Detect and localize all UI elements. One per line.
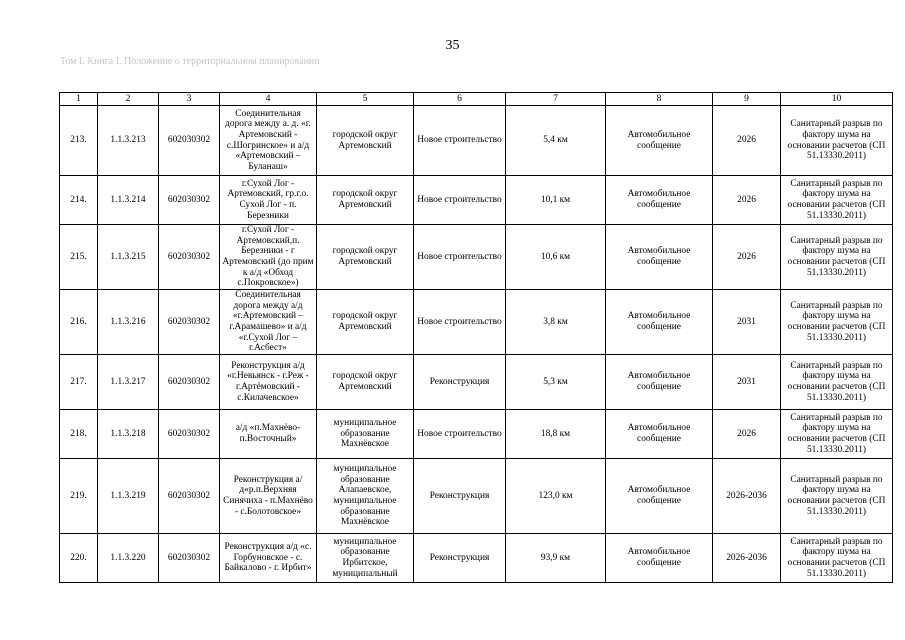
object-name: Соединительная дорога между а/д «г.Артемовский – г.Арамашево» и а/д «г.Сухой Лог – г.Асбест» xyxy=(220,290,317,355)
object-name: а/д «п.Махнёво-п.Восточный» xyxy=(220,410,317,459)
table-row xyxy=(60,225,893,290)
municipality: муниципальное образование Алапаевское, муниципальное образование Махнёвское xyxy=(317,459,414,534)
period: 2026 xyxy=(713,225,781,290)
object-code: 1.1.3.218 xyxy=(98,410,159,459)
object-name: Реконструкция а/д «г.Невьянск - г.Реж - г.Артёмовский - с.Килачевское» xyxy=(220,355,317,410)
object-code: 1.1.3.217 xyxy=(98,355,159,410)
status: Новое строительство xyxy=(414,290,506,355)
column-header: 4 xyxy=(220,93,317,106)
object-code: 1.1.3.219 xyxy=(98,459,159,534)
column-header: 1 xyxy=(60,93,98,106)
row-number: 217. xyxy=(60,355,98,410)
purpose: Автомобильное сообщение xyxy=(606,176,713,225)
object-code: 1.1.3.216 xyxy=(98,290,159,355)
oktmo-code: 602030302 xyxy=(159,355,220,410)
status: Реконструкция xyxy=(414,534,506,583)
municipality: городской округ Артемовский xyxy=(317,355,414,410)
row-number: 219. xyxy=(60,459,98,534)
column-header: 5 xyxy=(317,93,414,106)
period: 2026 xyxy=(713,176,781,225)
oktmo-code: 602030302 xyxy=(159,176,220,225)
table-row xyxy=(60,355,893,410)
length: 5,4 км xyxy=(506,106,606,176)
table-row xyxy=(60,534,893,583)
object-code: 1.1.3.220 xyxy=(98,534,159,583)
row-number: 216. xyxy=(60,290,98,355)
object-name: Реконструкция а/д«р.п.Верхняя Синячиха - п.Махнёво - с.Болотовское» xyxy=(220,459,317,534)
table-row xyxy=(60,410,893,459)
object-code: 1.1.3.214 xyxy=(98,176,159,225)
protection-zone: Санитарный разрыв по фактору шума на основании расчетов (СП 51.13330.2011) xyxy=(781,106,893,176)
status: Реконструкция xyxy=(414,459,506,534)
purpose: Автомобильное сообщение xyxy=(606,290,713,355)
municipality: городской округ Артемовский xyxy=(317,225,414,290)
municipality: муниципальное образование Ирбитское, муниципальный xyxy=(317,534,414,583)
protection-zone: Санитарный разрыв по фактору шума на основании расчетов (СП 51.13330.2011) xyxy=(781,355,893,410)
table-row xyxy=(60,459,893,534)
table-row xyxy=(60,290,893,355)
column-header: 8 xyxy=(606,93,713,106)
object-name: Реконструкция а/д «с. Горбуновское - с. Байкалово - г. Ирбит» xyxy=(220,534,317,583)
purpose: Автомобильное сообщение xyxy=(606,355,713,410)
protection-zone: Санитарный разрыв по фактору шума на основании расчетов (СП 51.13330.2011) xyxy=(781,225,893,290)
period: 2026-2036 xyxy=(713,534,781,583)
status: Новое строительство xyxy=(414,106,506,176)
page-number: 35 xyxy=(445,38,460,53)
status: Новое строительство xyxy=(414,176,506,225)
row-number: 213. xyxy=(60,106,98,176)
object-name: Соединительная дорога между а. д. «г. Артемовский - с.Шогринское» и а/д «Артемовский – Буланаш» xyxy=(220,106,317,176)
oktmo-code: 602030302 xyxy=(159,410,220,459)
purpose: Автомобильное сообщение xyxy=(606,534,713,583)
purpose: Автомобильное сообщение xyxy=(606,106,713,176)
period: 2026 xyxy=(713,106,781,176)
object-name: г.Сухой Лог - Артемовский, гр.г.о. Сухой Лог - п. Березники xyxy=(220,176,317,225)
period: 2031 xyxy=(713,355,781,410)
column-header: 7 xyxy=(506,93,606,106)
period: 2031 xyxy=(713,290,781,355)
length: 10,6 км xyxy=(506,225,606,290)
purpose: Автомобильное сообщение xyxy=(606,410,713,459)
row-number: 218. xyxy=(60,410,98,459)
municipality: городской округ Артемовский xyxy=(317,176,414,225)
period: 2026-2036 xyxy=(713,459,781,534)
municipality: городской округ Артемовский xyxy=(317,106,414,176)
status: Новое строительство xyxy=(414,225,506,290)
header-row xyxy=(60,93,893,106)
status: Реконструкция xyxy=(414,355,506,410)
oktmo-code: 602030302 xyxy=(159,106,220,176)
protection-zone: Санитарный разрыв по фактору шума на основании расчетов (СП 51.13330.2011) xyxy=(781,534,893,583)
protection-zone: Санитарный разрыв по фактору шума на основании расчетов (СП 51.13330.2011) xyxy=(781,290,893,355)
column-header: 9 xyxy=(713,93,781,106)
oktmo-code: 602030302 xyxy=(159,225,220,290)
protection-zone: Санитарный разрыв по фактору шума на основании расчетов (СП 51.13330.2011) xyxy=(781,176,893,225)
length: 10,1 км xyxy=(506,176,606,225)
column-header: 6 xyxy=(414,93,506,106)
purpose: Автомобильное сообщение xyxy=(606,225,713,290)
row-number: 214. xyxy=(60,176,98,225)
status: Новое строительство xyxy=(414,410,506,459)
column-header: 2 xyxy=(98,93,159,106)
object-name: г.Сухой Лог - Артемовский,п. Березники - г Артемовский (до прим к а/д «Обход с.Покровское») xyxy=(220,225,317,290)
period: 2026 xyxy=(713,410,781,459)
row-number: 215. xyxy=(60,225,98,290)
oktmo-code: 602030302 xyxy=(159,459,220,534)
length: 93,9 км xyxy=(506,534,606,583)
length: 5,3 км xyxy=(506,355,606,410)
oktmo-code: 602030302 xyxy=(159,290,220,355)
oktmo-code: 602030302 xyxy=(159,534,220,583)
object-code: 1.1.3.213 xyxy=(98,106,159,176)
table-row xyxy=(60,106,893,176)
table-row xyxy=(60,176,893,225)
length: 18,8 км xyxy=(506,410,606,459)
column-header: 10 xyxy=(781,93,893,106)
object-code: 1.1.3.215 xyxy=(98,225,159,290)
purpose: Автомобильное сообщение xyxy=(606,459,713,534)
length: 3,8 км xyxy=(506,290,606,355)
header-note: Том I. Книга I. Положение о территориальном планировании xyxy=(60,56,320,67)
column-header: 3 xyxy=(159,93,220,106)
length: 123,0 км xyxy=(506,459,606,534)
data-table xyxy=(59,92,893,583)
protection-zone: Санитарный разрыв по фактору шума на основании расчетов (СП 51.13330.2011) xyxy=(781,410,893,459)
municipality: городской округ Артемовский xyxy=(317,290,414,355)
row-number: 220. xyxy=(60,534,98,583)
municipality: муниципальное образование Махнёвское xyxy=(317,410,414,459)
protection-zone: Санитарный разрыв по фактору шума на основании расчетов (СП 51.13330.2011) xyxy=(781,459,893,534)
